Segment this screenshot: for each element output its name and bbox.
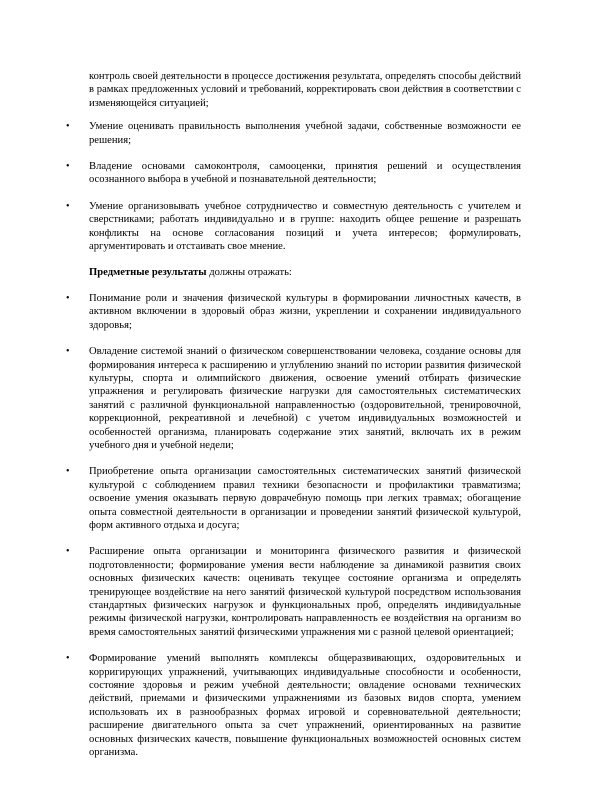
bullet-icon: • — [66, 346, 70, 358]
list-item-text: Приобретение опыта организации самостоятельных систематических занятий физической культурой с соблюдением правил техники безопасности и профилактики травматизма; освоение умения оказывать первую доврачебную помощь при легких травмах; обогащение опыта совместной деятельности в организации и проведении занятий физической культурой, форм активного отдыха и досуга; — [89, 466, 521, 531]
bullet-icon: • — [66, 161, 70, 173]
list-item — [66, 465, 521, 532]
bullet-icon: • — [66, 200, 70, 212]
bullet-icon: • — [66, 653, 70, 665]
list-item-text: Расширение опыта организации и мониторинга физического развития и физической подготовленности; формирование умения вести наблюдение за динамикой развития своих основных физических качеств: оценивать текущее состояние организма и определять тренирующее воздействие на него занятий физической культурой посредством использования стандартных физических нагрузок и функциональных проб, определять индивидуальные режимы физической нагрузки, контролировать направленность ее воздействия на организм во время самостоятельных занятий физическими упражнения ми с разной целевой ориентацией; — [89, 546, 521, 638]
list-item — [66, 345, 521, 452]
list-item — [66, 652, 521, 759]
bullet-icon: • — [66, 292, 70, 304]
bullet-icon: • — [66, 121, 70, 133]
list-item — [66, 160, 521, 187]
list-item-text: Понимание роли и значения физической культуры в формировании личностных качеств, в активном включении в здоровый образ жизни, укреплении и сохранении индивидуального здоровья; — [89, 292, 521, 331]
list-item — [66, 120, 521, 147]
bullet-icon: • — [66, 546, 70, 558]
list-item-text: Умение организовывать учебное сотрудничество и совместную деятельность с учителем и сверстниками; работать индивидуально и в группе: находить общее решение и разрешать конфликты на основе согласования позиций и учета интересов; формулировать, аргументировать и отстаивать свое мнение. — [89, 200, 521, 253]
list-item — [66, 292, 521, 332]
section-heading-bold: Предметные результаты — [89, 267, 207, 279]
list-item-text: Овладение системой знаний о физическом совершенствовании человека, создание основы для формирования интереса к расширению и углублению знаний по истории развития физической культуры, спорта и олимпийского движения, освоение умений отбирать физические упражнения и регулировать физические нагрузки для самостоятельных систематических занятий с различной функциональной направленностью (оздоровительной, тренировочной, коррекционной, рекреативной и лечебной) с учетом индивидуальных возможностей и особенностей организма, планировать содержание этих занятий, включать их в режим учебного дня и учебной недели; — [89, 346, 521, 451]
intro-paragraph: контроль своей деятельности в процессе достижения результата, определять способы действий в рамках предложенных условий и требований, корректировать свои действия в соответствии с изменяющейся ситуацией; — [89, 71, 521, 109]
bullet-icon: • — [66, 466, 70, 478]
list-item-text: Формирование умений выполнять комплексы общеразвивающих, оздоровительных и корригирующих упражнений, учитывающих индивидуальные способности и особенности, состояние здоровья и режим учебной деятельности; овладение основами технических действий, приемами и физическими упражнениями из базовых видов спорта, умением использовать их в разнообразных формах игровой и соревновательной деятельности; расширение двигательного опыта за счет упражнений, ориентированных на развитие основных физических качеств, повышение функциональных возможностей основных систем организма. — [89, 653, 521, 759]
page-content — [66, 70, 521, 772]
list-item-text: Владение основами самоконтроля, самооценки, принятия решений и осуществления осознанного выбора в учебной и познавательной деятельности; — [89, 161, 521, 186]
section-heading — [89, 266, 521, 279]
list-item-text: Умение оценивать правильность выполнения учебной задачи, собственные возможности ее решения; — [89, 121, 521, 146]
list-item — [66, 200, 521, 254]
list-item — [66, 545, 521, 639]
section-heading-rest: должны отражать: — [206, 267, 292, 279]
